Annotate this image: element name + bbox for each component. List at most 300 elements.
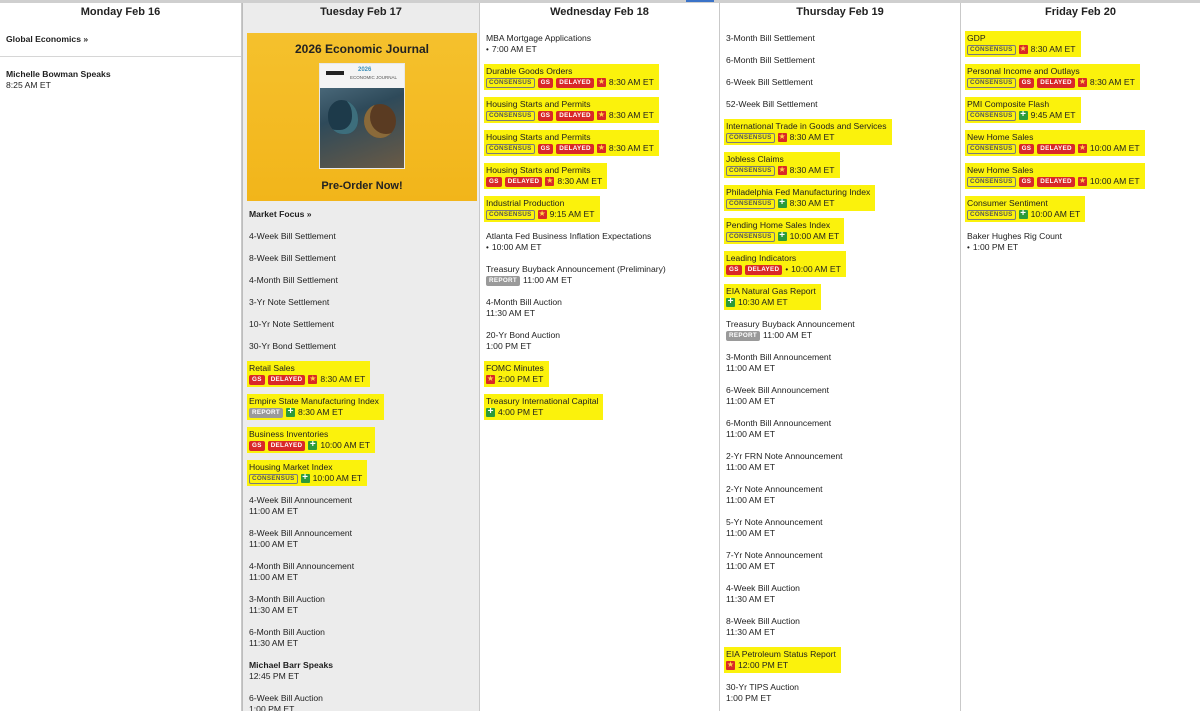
star-icon[interactable] xyxy=(1078,78,1087,87)
event-title[interactable]: 6-Month Bill Settlement xyxy=(726,55,815,65)
event-title[interactable]: 3-Month Bill Announcement xyxy=(726,352,832,362)
event-time: 1:00 PM ET xyxy=(972,242,1019,252)
event-title[interactable]: Personal Income and Outlays xyxy=(967,66,1080,76)
consensus-badge[interactable]: CONSENSUS xyxy=(967,78,1016,88)
event-meta xyxy=(726,330,855,341)
consensus-badge[interactable]: CONSENSUS xyxy=(486,210,535,220)
star-icon[interactable] xyxy=(597,78,606,87)
event-body xyxy=(724,383,834,409)
star-icon[interactable] xyxy=(597,111,606,120)
event-title[interactable]: 2-Yr FRN Note Announcement xyxy=(726,451,843,461)
day-header: Tuesday Feb 17 xyxy=(243,3,479,20)
event-meta xyxy=(967,242,1062,253)
event-highlight xyxy=(965,97,1081,123)
event-time: 7:00 AM ET xyxy=(491,44,537,54)
event-item[interactable] xyxy=(247,360,372,389)
plus-icon[interactable] xyxy=(286,408,295,417)
event-title[interactable]: 7-Yr Note Announcement xyxy=(726,550,823,560)
event-title[interactable]: Industrial Production xyxy=(486,198,565,208)
report-badge[interactable]: REPORT xyxy=(486,276,520,286)
event-title[interactable]: Housing Market Index xyxy=(249,462,333,472)
event-item[interactable] xyxy=(724,151,842,180)
event-highlight xyxy=(247,361,370,387)
event-time: 11:00 AM ET xyxy=(726,363,776,373)
event-item[interactable] xyxy=(484,129,661,158)
day-header: Thursday Feb 19 xyxy=(796,6,884,18)
day-column-wednesday xyxy=(480,3,720,711)
event-meta xyxy=(486,110,654,121)
bullet-icon: • xyxy=(486,243,489,252)
event-title[interactable]: 4-Week Bill Announcement xyxy=(249,495,353,505)
day-header: Wednesday Feb 18 xyxy=(550,6,649,18)
event-title[interactable]: 5-Yr Note Announcement xyxy=(726,517,823,527)
event-title[interactable]: 4-Week Bill Auction xyxy=(726,583,800,593)
event-title[interactable]: New Home Sales xyxy=(967,132,1034,142)
event-item[interactable] xyxy=(247,591,332,620)
star-icon[interactable] xyxy=(538,210,547,219)
consensus-badge[interactable]: CONSENSUS xyxy=(967,210,1016,220)
event-item[interactable] xyxy=(724,184,877,213)
consensus-badge[interactable]: CONSENSUS xyxy=(726,166,775,176)
event-item[interactable] xyxy=(724,580,807,609)
event-highlight xyxy=(247,460,367,486)
delayed-badge[interactable]: DELAYED xyxy=(556,78,594,88)
event-item[interactable] xyxy=(247,657,340,686)
promo-banner[interactable] xyxy=(247,33,477,201)
event-item[interactable] xyxy=(724,547,830,576)
event-meta xyxy=(486,77,654,88)
event-item[interactable] xyxy=(247,250,343,268)
event-item[interactable] xyxy=(965,96,1083,125)
event-title[interactable]: Jobless Claims xyxy=(726,154,784,164)
gs-badge[interactable]: GS xyxy=(726,265,742,275)
day-column-friday xyxy=(961,3,1200,711)
gs-badge[interactable]: GS xyxy=(249,375,265,385)
plus-icon[interactable] xyxy=(486,408,495,417)
event-meta xyxy=(249,374,365,385)
event-meta xyxy=(726,528,823,539)
plus-icon[interactable] xyxy=(301,474,310,483)
event-time: 11:30 AM ET xyxy=(249,605,299,615)
event-item[interactable] xyxy=(965,30,1083,59)
event-item[interactable] xyxy=(484,63,661,92)
consensus-badge[interactable]: CONSENSUS xyxy=(486,144,535,154)
plus-icon[interactable] xyxy=(778,232,787,241)
scroll-indicator[interactable] xyxy=(686,0,714,2)
event-title[interactable]: Housing Starts and Permits xyxy=(486,99,591,109)
event-time: 11:00 AM ET xyxy=(726,429,776,439)
delayed-badge[interactable]: DELAYED xyxy=(556,144,594,154)
event-meta xyxy=(249,572,354,583)
event-body xyxy=(724,75,818,90)
event-title[interactable]: 30-Yr TIPS Auction xyxy=(726,682,799,692)
event-meta xyxy=(249,440,370,451)
event-time: 10:00 AM ET xyxy=(312,473,363,483)
event-highlight xyxy=(724,251,846,277)
event-time: 11:00 AM ET xyxy=(726,495,776,505)
event-title[interactable]: Durable Goods Orders xyxy=(486,66,573,76)
event-meta xyxy=(249,407,379,418)
event-time: 10:00 AM ET xyxy=(491,242,542,252)
event-item[interactable] xyxy=(484,96,661,125)
event-item[interactable] xyxy=(724,349,838,378)
book-subtitle: ECONOMIC JOURNAL xyxy=(350,75,398,80)
event-title[interactable]: Pending Home Sales Index xyxy=(726,220,831,230)
event-item[interactable] xyxy=(484,30,598,59)
event-item[interactable] xyxy=(247,228,343,246)
delayed-badge[interactable]: DELAYED xyxy=(745,265,783,275)
event-meta xyxy=(486,44,591,55)
event-body xyxy=(724,416,836,442)
event-item[interactable] xyxy=(484,327,567,356)
week-grid xyxy=(0,3,1200,711)
event-title[interactable]: International Trade in Goods and Services xyxy=(726,121,887,131)
star-icon[interactable] xyxy=(308,375,317,384)
event-body xyxy=(724,97,823,112)
event-time: 8:30 AM ET xyxy=(320,374,366,384)
event-highlight xyxy=(965,31,1081,57)
event-item[interactable] xyxy=(724,52,822,70)
event-title[interactable]: Market Focus » xyxy=(249,209,312,219)
event-item[interactable] xyxy=(247,492,359,521)
event-item[interactable] xyxy=(484,228,658,257)
event-item[interactable] xyxy=(724,448,850,477)
event-highlight xyxy=(484,130,659,156)
event-item[interactable] xyxy=(965,162,1147,191)
event-highlight xyxy=(484,361,549,387)
event-title[interactable]: Consumer Sentiment xyxy=(967,198,1048,208)
event-title[interactable]: 4-Week Bill Settlement xyxy=(249,231,336,241)
gs-badge[interactable]: GS xyxy=(538,78,554,88)
event-title[interactable]: 6-Month Bill Announcement xyxy=(726,418,832,428)
event-title[interactable]: Housing Starts and Permits xyxy=(486,132,591,142)
event-title[interactable]: Treasury Buyback Announcement (Preliminary) xyxy=(486,264,666,274)
event-meta xyxy=(486,308,562,319)
delayed-badge[interactable]: DELAYED xyxy=(556,111,594,121)
event-highlight xyxy=(484,163,607,189)
event-item[interactable] xyxy=(484,261,673,290)
consensus-badge[interactable]: CONSENSUS xyxy=(726,232,775,242)
event-time: 10:00 AM ET xyxy=(789,231,840,241)
plus-icon[interactable] xyxy=(726,298,735,307)
event-body xyxy=(484,295,567,321)
event-time: 10:00 AM ET xyxy=(1089,143,1140,153)
event-body xyxy=(247,691,328,711)
event-title[interactable]: GDP xyxy=(967,33,986,43)
event-highlight xyxy=(724,185,875,211)
event-item[interactable] xyxy=(724,382,836,411)
event-item[interactable] xyxy=(724,481,830,510)
star-icon[interactable] xyxy=(1078,144,1087,153)
event-time: 11:00 AM ET xyxy=(763,330,813,340)
event-item[interactable] xyxy=(247,316,341,334)
gs-badge[interactable]: GS xyxy=(486,177,502,187)
star-icon[interactable] xyxy=(1019,45,1028,54)
consensus-badge[interactable]: CONSENSUS xyxy=(967,144,1016,154)
event-body xyxy=(247,229,341,244)
event-item[interactable] xyxy=(247,426,377,455)
event-time: 10:00 AM ET xyxy=(791,264,841,274)
event-item[interactable] xyxy=(724,217,846,246)
event-title[interactable]: Atlanta Fed Business Inflation Expectations xyxy=(486,231,652,241)
report-badge[interactable]: REPORT xyxy=(249,408,283,418)
event-title[interactable]: 10-Yr Note Settlement xyxy=(249,319,335,329)
plus-icon[interactable] xyxy=(308,441,317,450)
event-time: 1:00 PM ET xyxy=(486,341,532,351)
event-meta xyxy=(726,561,823,572)
delayed-badge[interactable]: DELAYED xyxy=(505,177,543,187)
event-meta xyxy=(726,396,829,407)
pre-order-link[interactable]: Pre-Order Now! xyxy=(321,180,403,192)
event-title[interactable]: 6-Week Bill Auction xyxy=(249,693,323,703)
event-title[interactable]: FOMC Minutes xyxy=(486,363,544,373)
event-item[interactable] xyxy=(247,690,330,711)
event-title[interactable]: Housing Starts and Permits xyxy=(486,165,591,175)
star-icon[interactable] xyxy=(486,375,495,384)
event-item[interactable] xyxy=(724,316,862,345)
star-icon[interactable] xyxy=(778,166,787,175)
event-item[interactable] xyxy=(247,459,369,488)
event-title[interactable]: Retail Sales xyxy=(249,363,295,373)
event-highlight xyxy=(484,64,659,90)
event-item[interactable] xyxy=(724,74,820,92)
event-title[interactable]: 4-Month Bill Announcement xyxy=(249,561,355,571)
event-title[interactable]: Empire State Manufacturing Index xyxy=(249,396,379,406)
event-body xyxy=(247,251,341,266)
event-body xyxy=(724,680,804,706)
event-title[interactable]: Michael Barr Speaks xyxy=(249,660,334,670)
gs-badge[interactable]: GS xyxy=(1019,177,1035,187)
event-item[interactable] xyxy=(724,96,825,114)
consensus-badge[interactable]: CONSENSUS xyxy=(486,78,535,88)
event-item[interactable] xyxy=(724,283,823,312)
delayed-badge[interactable]: DELAYED xyxy=(1037,144,1075,154)
plus-icon[interactable] xyxy=(1019,210,1028,219)
event-title[interactable]: Business Inventories xyxy=(249,429,329,439)
gs-badge[interactable]: GS xyxy=(1019,144,1035,154)
event-time: 8:30 AM ET xyxy=(608,110,654,120)
event-title[interactable]: Treasury Buyback Announcement xyxy=(726,319,855,329)
event-title[interactable]: 20-Yr Bond Auction xyxy=(486,330,561,340)
event-highlight xyxy=(484,394,603,420)
event-body xyxy=(724,317,860,343)
event-item[interactable] xyxy=(4,66,118,95)
event-body xyxy=(4,32,93,47)
event-item[interactable] xyxy=(724,679,806,708)
event-body xyxy=(247,559,359,585)
event-highlight xyxy=(965,64,1140,90)
day-column-thursday xyxy=(720,3,961,711)
event-meta xyxy=(726,363,831,374)
event-time: 12:00 PM ET xyxy=(738,660,789,670)
event-title[interactable]: Global Economics » xyxy=(6,34,89,44)
consensus-badge[interactable]: CONSENSUS xyxy=(249,474,298,484)
plus-icon[interactable] xyxy=(1019,111,1028,120)
event-body xyxy=(724,614,805,640)
event-time: 8:30 AM ET xyxy=(557,176,603,186)
event-time: 8:30 AM ET xyxy=(1030,44,1076,54)
event-meta xyxy=(249,671,333,682)
event-body xyxy=(484,262,671,288)
event-meta xyxy=(6,80,111,91)
event-meta xyxy=(486,209,595,220)
event-time: 8:30 AM ET xyxy=(789,132,835,142)
event-body xyxy=(724,53,820,68)
event-title[interactable]: New Home Sales xyxy=(967,165,1034,175)
event-item[interactable] xyxy=(965,195,1087,224)
event-time: 8:30 AM ET xyxy=(298,407,343,417)
event-meta xyxy=(726,660,836,671)
consensus-badge[interactable]: CONSENSUS xyxy=(726,199,775,209)
event-title[interactable]: Philadelphia Fed Manufacturing Index xyxy=(726,187,871,197)
event-highlight xyxy=(724,119,892,145)
event-time: 8:30 AM ET xyxy=(608,143,654,153)
event-meta xyxy=(726,297,816,308)
event-time: 9:45 AM ET xyxy=(1030,110,1076,120)
event-item[interactable] xyxy=(247,294,336,312)
event-item[interactable] xyxy=(247,525,359,554)
event-item[interactable] xyxy=(724,30,822,48)
event-title[interactable]: 52-Week Bill Settlement xyxy=(726,99,818,109)
consensus-badge[interactable]: CONSENSUS xyxy=(967,111,1016,121)
star-icon[interactable] xyxy=(545,177,554,186)
event-title[interactable]: Leading Indicators xyxy=(726,253,797,263)
bull-illustration xyxy=(328,100,358,134)
event-highlight xyxy=(965,130,1145,156)
event-body xyxy=(247,207,317,222)
event-title[interactable]: Baker Hughes Rig Count xyxy=(967,231,1063,241)
event-item[interactable] xyxy=(484,294,569,323)
event-title[interactable]: 3-Month Bill Auction xyxy=(249,594,325,604)
event-item[interactable] xyxy=(724,514,830,543)
event-time: 8:30 AM ET xyxy=(789,198,835,208)
event-meta xyxy=(726,594,800,605)
gs-badge[interactable]: GS xyxy=(1019,78,1035,88)
event-meta xyxy=(486,176,602,187)
event-highlight xyxy=(965,196,1085,222)
event-time: 1:00 PM ET xyxy=(726,693,772,703)
day-header: Monday Feb 16 xyxy=(80,6,161,18)
event-item[interactable] xyxy=(484,162,609,191)
event-title[interactable]: Treasury International Capital xyxy=(486,396,599,406)
event-item[interactable] xyxy=(724,118,894,147)
event-item[interactable] xyxy=(965,63,1142,92)
event-body xyxy=(965,229,1067,255)
event-meta xyxy=(249,605,325,616)
event-highlight xyxy=(724,284,821,310)
event-title[interactable]: 8-Week Bill Auction xyxy=(726,616,800,626)
consensus-badge[interactable]: CONSENSUS xyxy=(967,45,1016,55)
event-title[interactable]: 2-Yr Note Announcement xyxy=(726,484,823,494)
event-item[interactable] xyxy=(724,250,848,279)
consensus-badge[interactable]: CONSENSUS xyxy=(726,133,775,143)
event-item[interactable] xyxy=(247,624,332,653)
event-body xyxy=(724,31,820,46)
event-meta xyxy=(249,539,352,550)
delayed-badge[interactable]: DELAYED xyxy=(268,375,306,385)
event-item[interactable] xyxy=(724,415,838,444)
event-meta xyxy=(249,506,352,517)
event-item[interactable] xyxy=(724,646,843,675)
delayed-badge[interactable]: DELAYED xyxy=(268,441,306,451)
bullet-icon: • xyxy=(486,45,489,54)
event-item[interactable] xyxy=(484,360,551,389)
event-title[interactable]: 8-Week Bill Announcement xyxy=(249,528,353,538)
event-body xyxy=(4,67,116,93)
event-item[interactable] xyxy=(965,129,1147,158)
event-body xyxy=(247,592,330,618)
event-time: 11:30 AM ET xyxy=(726,594,776,604)
event-title[interactable]: EIA Natural Gas Report xyxy=(726,286,816,296)
event-title[interactable]: 8-Week Bill Settlement xyxy=(249,253,336,263)
event-body xyxy=(247,317,339,332)
event-item[interactable] xyxy=(247,338,343,356)
event-highlight xyxy=(965,163,1145,189)
event-body xyxy=(247,658,338,684)
event-title[interactable]: 4-Month Bill Auction xyxy=(486,297,562,307)
star-icon[interactable] xyxy=(778,133,787,142)
delayed-badge[interactable]: DELAYED xyxy=(1037,78,1075,88)
event-body xyxy=(247,493,357,519)
event-meta xyxy=(726,165,835,176)
event-title[interactable]: MBA Mortgage Applications xyxy=(486,33,592,43)
plus-icon[interactable] xyxy=(778,199,787,208)
event-item[interactable] xyxy=(4,31,95,49)
event-item[interactable] xyxy=(965,228,1069,257)
gs-badge[interactable]: GS xyxy=(249,441,265,451)
event-title[interactable]: EIA Petroleum Status Report xyxy=(726,649,836,659)
star-icon[interactable] xyxy=(597,144,606,153)
gs-badge[interactable]: GS xyxy=(538,144,554,154)
event-time: 10:00 AM ET xyxy=(320,440,371,450)
event-title[interactable]: 3-Yr Note Settlement xyxy=(249,297,330,307)
delayed-badge[interactable]: DELAYED xyxy=(1037,177,1075,187)
event-item[interactable] xyxy=(484,393,605,422)
event-title[interactable]: 3-Month Bill Settlement xyxy=(726,33,815,43)
event-time: 10:00 AM ET xyxy=(1089,176,1140,186)
event-time: 11:00 AM ET xyxy=(726,528,776,538)
gs-badge[interactable]: GS xyxy=(538,111,554,121)
event-body xyxy=(247,295,334,310)
star-icon[interactable] xyxy=(726,661,735,670)
event-meta xyxy=(967,110,1076,121)
event-time: 11:00 AM ET xyxy=(523,275,573,285)
event-item[interactable] xyxy=(484,195,602,224)
consensus-badge[interactable]: CONSENSUS xyxy=(486,111,535,121)
consensus-badge[interactable]: CONSENSUS xyxy=(967,177,1016,187)
star-icon[interactable] xyxy=(1078,177,1087,186)
event-time: 11:00 AM ET xyxy=(726,561,776,571)
event-title[interactable]: PMI Composite Flash xyxy=(967,99,1050,109)
event-meta xyxy=(967,44,1076,55)
event-title[interactable]: 4-Month Bill Settlement xyxy=(249,275,338,285)
event-title[interactable]: 6-Month Bill Auction xyxy=(249,627,325,637)
event-item[interactable] xyxy=(247,272,345,290)
report-badge[interactable]: REPORT xyxy=(726,331,760,341)
divider xyxy=(0,56,242,57)
event-item[interactable] xyxy=(247,206,319,224)
event-title[interactable]: 6-Week Bill Announcement xyxy=(726,385,830,395)
event-item[interactable] xyxy=(724,613,807,642)
event-time: 12:45 PM ET xyxy=(249,671,300,681)
event-highlight xyxy=(724,152,840,178)
event-title[interactable]: Michelle Bowman Speaks xyxy=(6,69,111,79)
event-meta xyxy=(726,429,831,440)
event-item[interactable] xyxy=(247,393,386,422)
event-title[interactable]: 30-Yr Bond Settlement xyxy=(249,341,336,351)
event-item[interactable] xyxy=(247,558,361,587)
event-title[interactable]: 6-Week Bill Settlement xyxy=(726,77,813,87)
